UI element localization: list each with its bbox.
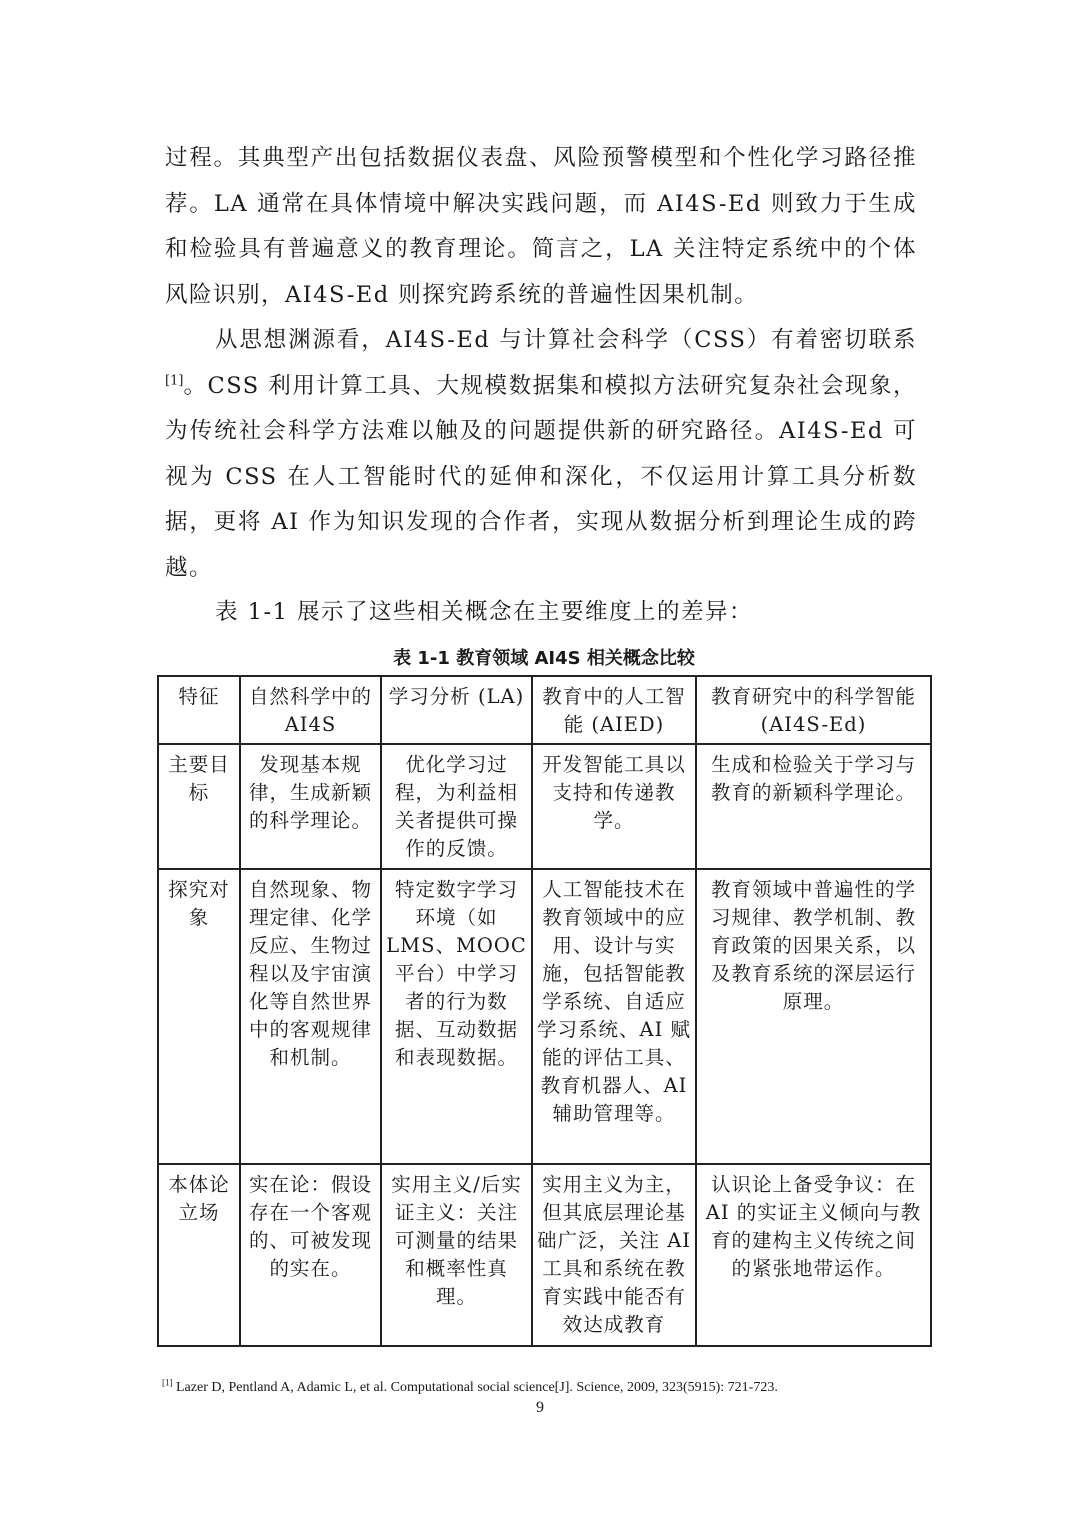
table-row bbox=[158, 1164, 931, 1346]
paragraph-2-rest: 。CSS 利用计算工具、大规模数据集和模拟方法研究复杂社会现象，为传统社会科学方法难以触及的问题提供新的研究路径。AI4S-Ed 可视为 CSS 在人工智能时代的延伸和深化，不仅运用计算工具分析数据，更将 AI 作为知识发现的合作者，实现从数据分析到理论生成的跨越。 bbox=[165, 372, 917, 581]
citation-ref-1[interactable]: [1] bbox=[165, 373, 184, 388]
table-cell: 认识论上备受争议：在 AI 的实证主义倾向与教育的建构主义传统之间的紧张地带运作。 bbox=[696, 1164, 931, 1346]
table-row bbox=[158, 869, 931, 1164]
body-paragraph-1: 过程。其典型产出包括数据仪表盘、风险预警模型和个性化学习路径推荐。LA 通常在具体情境中解决实践问题，而 AI4S-Ed 则致力于生成和检验具有普遍意义的教育理论。简言之，LA 关注特定系统中的个体风险识别，AI4S-Ed 则探究跨系统的普遍性因果机制。 bbox=[165, 145, 917, 308]
footnote-marker: [1] bbox=[162, 1377, 173, 1388]
feature-cell: 探究对象 bbox=[158, 869, 240, 1164]
table-cell: 自然现象、物理定律、化学反应、生物过程以及宇宙演化等自然世界中的客观规律和机制。 bbox=[240, 869, 381, 1164]
table-cell: 开发智能工具以支持和传递教学。 bbox=[532, 744, 696, 869]
footnote bbox=[162, 1379, 922, 1397]
table-row bbox=[158, 744, 931, 869]
body-paragraph-2 bbox=[165, 318, 917, 591]
comparison-table bbox=[157, 675, 932, 1347]
table-cell: 特定数字学习环境（如 LMS、MOOC 平台）中学习者的行为数据、互动数据和表现数据。 bbox=[381, 869, 532, 1164]
table-cell: 人工智能技术在教育领域中的应用、设计与实施，包括智能教学系统、自适应学习系统、AI 赋能的评估工具、教育机器人、AI 辅助管理等。 bbox=[532, 869, 696, 1164]
header-cell: 学习分析 (LA) bbox=[381, 676, 532, 744]
header-cell: 特征 bbox=[158, 676, 240, 744]
header-cell: 教育研究中的科学智能 (AI4S-Ed) bbox=[696, 676, 931, 744]
feature-cell: 本体论立场 bbox=[158, 1164, 240, 1346]
paragraph-2-lead: 从思想渊源看，AI4S-Ed 与计算社会科学（CSS）有着密切联系 bbox=[215, 327, 917, 353]
table-cell: 实用主义为主，但其底层理论基础广泛，关注 AI 工具和系统在教育实践中能否有效达成教育 bbox=[532, 1164, 696, 1346]
table-cell: 优化学习过程，为利益相关者提供可操作的反馈。 bbox=[381, 744, 532, 869]
footnote-text: Lazer D, Pentland A, Adamic L, et al. Computational social science[J]. Science, 2009, 323(5915): 721-723. bbox=[172, 1380, 778, 1395]
body-paragraph-3: 表 1-1 展示了这些相关概念在主要维度上的差异： bbox=[215, 599, 754, 625]
table-cell: 实用主义/后实证主义：关注可测量的结果和概率性真理。 bbox=[381, 1164, 532, 1346]
page-number: 9 bbox=[536, 1399, 544, 1416]
feature-cell: 主要目标 bbox=[158, 744, 240, 869]
header-cell: 教育中的人工智能 (AIED) bbox=[532, 676, 696, 744]
table-cell: 教育领域中普遍性的学习规律、教学机制、教育政策的因果关系，以及教育系统的深层运行原理。 bbox=[696, 869, 931, 1164]
table-cell: 实在论：假设存在一个客观的、可被发现的实在。 bbox=[240, 1164, 381, 1346]
table-caption: 表 1-1 教育领域 AI4S 相关概念比较 bbox=[393, 648, 695, 669]
table-cell: 生成和检验关于学习与教育的新颖科学理论。 bbox=[696, 744, 931, 869]
table-header-row bbox=[158, 676, 931, 744]
header-cell: 自然科学中的 AI4S bbox=[240, 676, 381, 744]
table-cell: 发现基本规律，生成新颖的科学理论。 bbox=[240, 744, 381, 869]
